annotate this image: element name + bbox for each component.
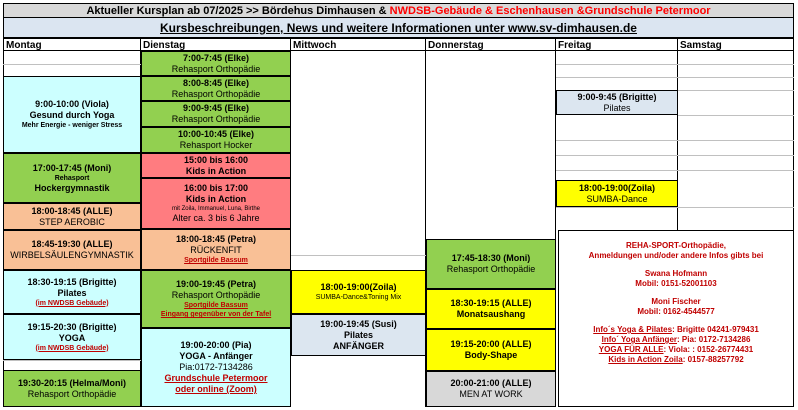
course-dienstag-kids-2[interactable] — [141, 178, 291, 229]
course-donnerstag-monat[interactable] — [426, 289, 556, 329]
course-montag-wirbel[interactable] — [3, 230, 141, 270]
course-title: Rehasport Orthopädie — [171, 88, 261, 99]
course-time: 18:00-18:45 (Petra) — [175, 234, 257, 244]
course-title: Rehasport Orthopädie — [171, 63, 261, 74]
course-montag-reha[interactable] — [3, 370, 141, 407]
course-trainers: mit Zoila, Immanuel, Luna, Birthe — [171, 206, 261, 212]
course-title: Rehasport Hocker — [179, 140, 253, 150]
course-time: 17:45-18:30 (Moni) — [451, 253, 531, 263]
course-time: 19:00-19:45 (Susi) — [320, 318, 397, 329]
course-donnerstag-body[interactable] — [426, 329, 556, 371]
course-location: (im NWDSB Gebäude) — [35, 299, 109, 307]
course-title: Rehasport Orthopädie — [27, 388, 117, 399]
course-location: Sportgilde Bassum — [184, 302, 248, 309]
course-dienstag-reha-3[interactable] — [141, 101, 291, 127]
course-title: SUMBA-Dance — [586, 193, 648, 204]
course-time: 10:00-10:45 (Elke) — [177, 129, 255, 139]
course-time: 19:15-20:00 (ALLE) — [450, 339, 532, 349]
grid-line — [291, 255, 426, 256]
course-title: Pilates — [57, 287, 87, 298]
course-time: 18:30-19:15 (ALLE) — [450, 298, 532, 308]
course-dienstag-reha-2[interactable] — [141, 76, 291, 101]
course-time: 8:00-8:45 (Elke) — [182, 77, 250, 88]
day-header-freitag: Freitag — [556, 38, 678, 51]
course-mittwoch-zumba[interactable] — [291, 270, 426, 314]
course-title: Pilates — [603, 102, 631, 113]
grid-line — [556, 207, 794, 208]
course-time: 19:00-19:45 (Petra) — [175, 279, 257, 289]
grid-line — [556, 170, 794, 171]
course-title: MEN AT WORK — [459, 389, 523, 399]
contact-info-box — [558, 230, 794, 407]
day-header-montag: Montag — [3, 38, 141, 51]
course-location-note: Eingang gegenüber von der Tafel — [160, 311, 272, 318]
course-title: Hockergymnastik — [34, 182, 110, 193]
course-donnerstag-reha[interactable] — [426, 239, 556, 289]
day-header-donnerstag: Donnerstag — [426, 38, 556, 51]
course-time: 20:00-21:00 (ALLE) — [450, 378, 532, 388]
info-line-yoga-anfaenger: Info´ Yoga Anfänger: Pia: 0172-7134286 — [601, 335, 751, 344]
course-time: 9:00-9:45 (Brigitte) — [577, 91, 657, 102]
course-time: 7:00-7:45 (Elke) — [182, 52, 250, 63]
course-montag-yoga2[interactable] — [3, 314, 141, 360]
course-title: YOGA — [58, 332, 86, 343]
course-dienstag-hocker[interactable] — [141, 127, 291, 153]
course-time: 16:00 bis 17:00 — [183, 183, 249, 193]
course-time: 18:00-19:00(Zoila) — [578, 182, 656, 193]
course-title: WIRBELSÄULENGYMNASTIK — [10, 250, 134, 260]
day-header-samstag: Samstag — [678, 38, 794, 51]
contact-name: Moni Fischer — [651, 297, 701, 306]
title-bar — [3, 3, 794, 18]
grid-line — [678, 90, 794, 91]
course-dienstag-yoga-anfaenger[interactable] — [141, 328, 291, 407]
info-line-yoga-pilates: Info´s Yoga & Pilates: Brigitte 04241-979431 — [593, 325, 759, 334]
course-montag-pilates[interactable] — [3, 270, 141, 314]
day-header-dienstag: Dienstag — [141, 38, 291, 51]
course-title: STEP AEROBIC — [39, 216, 105, 227]
course-dienstag-kids-1[interactable] — [141, 153, 291, 178]
course-subtitle: Mehr Energie - weniger Stress — [21, 122, 123, 129]
course-title: Rehasport Orthopädie — [446, 264, 536, 274]
title-locations: NWDSB-Gebäude & Eschenhausen &Grundschule Petermoor — [389, 5, 711, 17]
course-title: Kids in Action — [185, 194, 247, 204]
grid-line — [556, 155, 794, 156]
course-subtitle: Rehasport — [54, 174, 90, 182]
course-title: SUMBA-Dance&Toning Mix — [315, 294, 402, 301]
course-time: 19:30-20:15 (Helma/Moni) — [17, 377, 127, 388]
contact-phone: Mobil: 0162-4544577 — [637, 307, 715, 316]
course-montag-yoga[interactable] — [3, 76, 141, 153]
info-title: REHA-SPORT-Orthopädie, — [625, 241, 726, 250]
info-line-yoga-alle: YOGA FÜR ALLE: Viola: : 0152-26774431 — [598, 345, 754, 354]
grid-line — [556, 140, 794, 141]
course-title: YOGA - Anfänger — [179, 351, 253, 361]
course-mittwoch-pilates[interactable] — [291, 314, 426, 356]
contact-name: Swana Hofmann — [644, 269, 708, 278]
course-time: 18:00-19:00(Zoila) — [320, 282, 397, 292]
course-time: 18:00-18:45 (ALLE) — [31, 205, 113, 216]
course-dienstag-reha-abend[interactable] — [141, 270, 291, 328]
course-dienstag-reha-1[interactable] — [141, 51, 291, 76]
course-time: 18:45-19:30 (ALLE) — [31, 239, 113, 249]
course-location: Sportgilde Bassum — [184, 257, 248, 264]
course-title: RÜCKENFIT — [190, 245, 242, 255]
course-freitag-sumba[interactable] — [556, 180, 678, 207]
info-subtitle: Anmeldungen und/oder andere Infos gibts bei — [588, 251, 764, 260]
course-dienstag-rueckenfit[interactable] — [141, 229, 291, 270]
course-title: Body-Shape — [464, 350, 518, 360]
grid-line — [678, 115, 794, 116]
course-time: 19:15-20:30 (Brigitte) — [27, 321, 117, 332]
course-title: Rehasport Orthopädie — [171, 290, 261, 300]
course-phone: Pia:0172-7134286 — [179, 362, 253, 372]
course-title: Kids in Action — [185, 165, 247, 176]
course-donnerstag-men[interactable] — [426, 371, 556, 407]
grid-line — [556, 64, 794, 65]
course-age: Alter ca. 3 bis 6 Jahre — [172, 213, 260, 223]
course-title: Pilates — [343, 329, 374, 340]
course-location: Grundschule Petermoor — [164, 373, 268, 383]
grid-line — [3, 64, 141, 65]
course-freitag-pilates[interactable] — [556, 90, 678, 115]
course-time: 15:00 bis 16:00 — [183, 154, 249, 165]
grid-line — [556, 77, 794, 78]
day-header-mittwoch: Mittwoch — [291, 38, 426, 51]
contact-phone: Mobil: 0151-52001103 — [635, 279, 717, 288]
grid-line — [3, 360, 141, 361]
course-location: (im NWDSB Gebäude) — [35, 344, 109, 352]
course-subtitle: ANFÄNGER — [333, 340, 384, 351]
course-time: 17:00-17:45 (Moni) — [32, 162, 112, 173]
info-line-kids: Kids in Action Zoila: 0157-88257792 — [608, 355, 744, 364]
course-time: 19:00-20:00 (Pia) — [180, 340, 252, 350]
course-location-online: oder online (Zoom) — [175, 384, 257, 394]
title-prefix: Aktueller Kursplan ab 07/2025 >> Bördehus Dimhausen & — [86, 5, 387, 17]
course-time: 9:00-10:00 (Viola) — [35, 99, 109, 109]
course-title: Rehasport Orthopädie — [171, 114, 261, 124]
course-montag-hocker[interactable] — [3, 153, 141, 203]
info-link-bar[interactable]: Kursbeschreibungen, News und weitere Informationen unter www.sv-dimhausen.de — [3, 18, 794, 38]
course-title: Monatsaushang — [456, 309, 526, 319]
course-montag-step[interactable] — [3, 203, 141, 230]
course-time: 18:30-19:15 (Brigitte) — [27, 276, 117, 287]
course-time: 9:00-9:45 (Elke) — [182, 103, 250, 113]
course-title: Gesund durch Yoga — [29, 110, 115, 120]
